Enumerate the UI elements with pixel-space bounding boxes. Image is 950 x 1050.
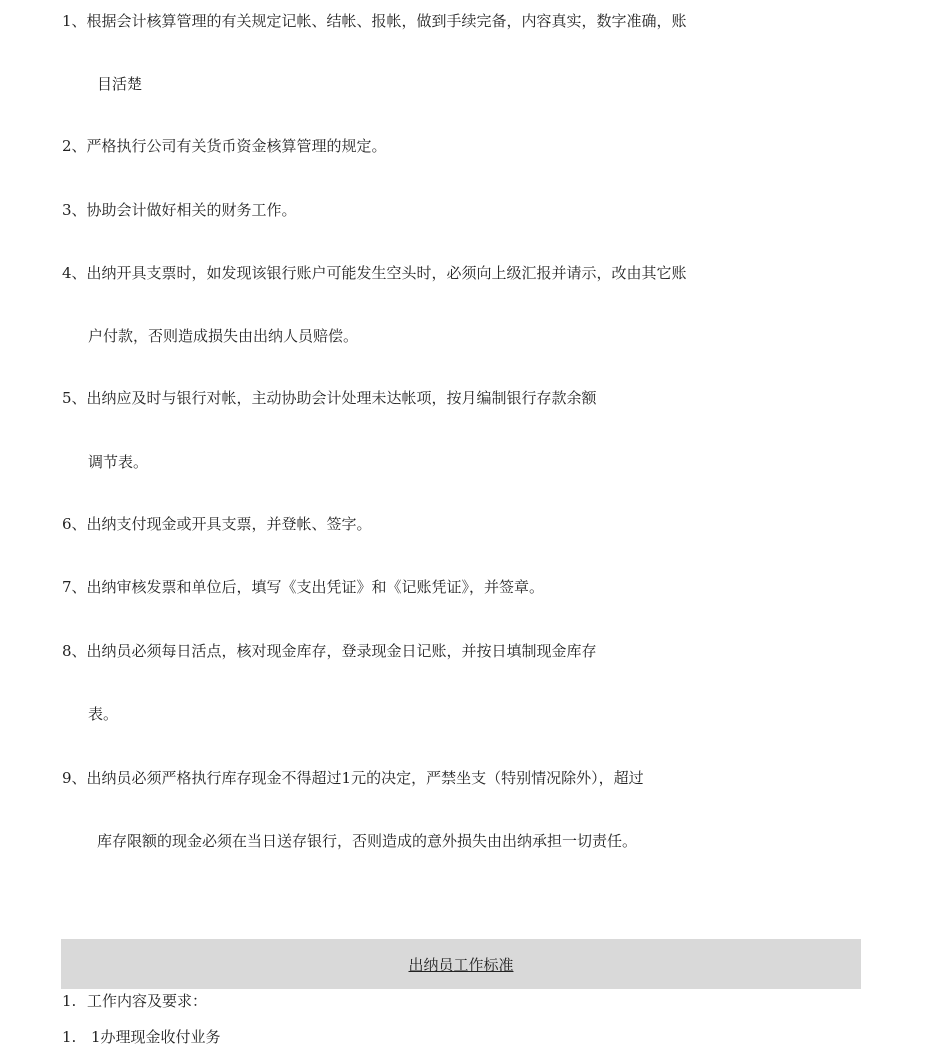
duty-text: 户付款，否则造成损失由出纳人员赔偿。 (88, 327, 359, 345)
section-item-2 (62, 1027, 221, 1047)
duty-1-line-1 (62, 11, 687, 31)
duty-number: 2、 (62, 137, 87, 155)
duty-text: 表。 (88, 705, 119, 723)
duty-number: 9、 (62, 769, 87, 787)
section-title: 出纳员工作标准 (408, 956, 514, 974)
duty-text: 目活楚 (97, 75, 143, 93)
duty-text: 出纳应及时与银行对帐，主动协助会计处理未达帐项，按月编制银行存款余额 (86, 389, 597, 407)
section-item-text: 工作内容及要求： (87, 992, 208, 1010)
duty-number: 4、 (62, 264, 87, 282)
duty-4-line-2 (88, 326, 358, 346)
duty-number: 8、 (62, 642, 87, 660)
duty-text: 严格执行公司有关货币资金核算管理的规定。 (86, 137, 387, 155)
duty-text: 根据会计核算管理的有关规定记帐、结帐、报帐，做到手续完备，内容真实，数字准确，账 (86, 12, 687, 30)
duty-text: 出纳员必须每日活点，核对现金库存，登录现金日记账，并按日填制现金库存 (86, 642, 597, 660)
duty-5-line-1 (62, 388, 597, 408)
duty-9-line-1 (62, 768, 644, 788)
duty-number: 1、 (62, 12, 87, 30)
duty-6-line-1 (62, 514, 372, 534)
duty-5-line-2 (88, 452, 148, 472)
duty-text: 调节表。 (88, 453, 149, 471)
duty-4-line-1 (62, 263, 687, 283)
duty-8-line-2 (88, 704, 118, 724)
duty-9-line-2 (97, 831, 637, 851)
duty-3-line-1 (62, 200, 297, 220)
section-item-text: 1办理现金收付业务 (91, 1028, 221, 1046)
section-item-number: 1. (62, 992, 77, 1010)
duty-number: 3、 (62, 201, 87, 219)
duty-7-line-1 (62, 577, 544, 597)
section-item-number: 1. (62, 1028, 77, 1046)
duty-text: 协助会计做好相关的财务工作。 (86, 201, 297, 219)
section-heading-band (61, 939, 861, 989)
duty-text: 出纳开具支票时，如发现该银行账户可能发生空头时，必须向上级汇报并请示，改由其它账 (86, 264, 687, 282)
duty-text: 库存限额的现金必须在当日送存银行，否则造成的意外损失由出纳承担一切责任。 (97, 832, 638, 850)
duty-number: 5、 (62, 389, 87, 407)
section-item-1 (62, 991, 207, 1011)
duty-2-line-1 (62, 136, 387, 156)
duty-1-line-2 (97, 74, 142, 94)
duty-text: 出纳支付现金或开具支票，并登帐、签字。 (86, 515, 372, 533)
duty-number: 6、 (62, 515, 87, 533)
duty-text: 出纳员必须严格执行库存现金不得超过1元的决定，严禁坐支（特别情况除外），超过 (86, 769, 644, 787)
duty-8-line-1 (62, 641, 597, 661)
duty-number: 7、 (62, 578, 87, 596)
duty-text: 出纳审核发票和单位后，填写《支出凭证》和《记账凭证》，并签章。 (86, 578, 545, 596)
